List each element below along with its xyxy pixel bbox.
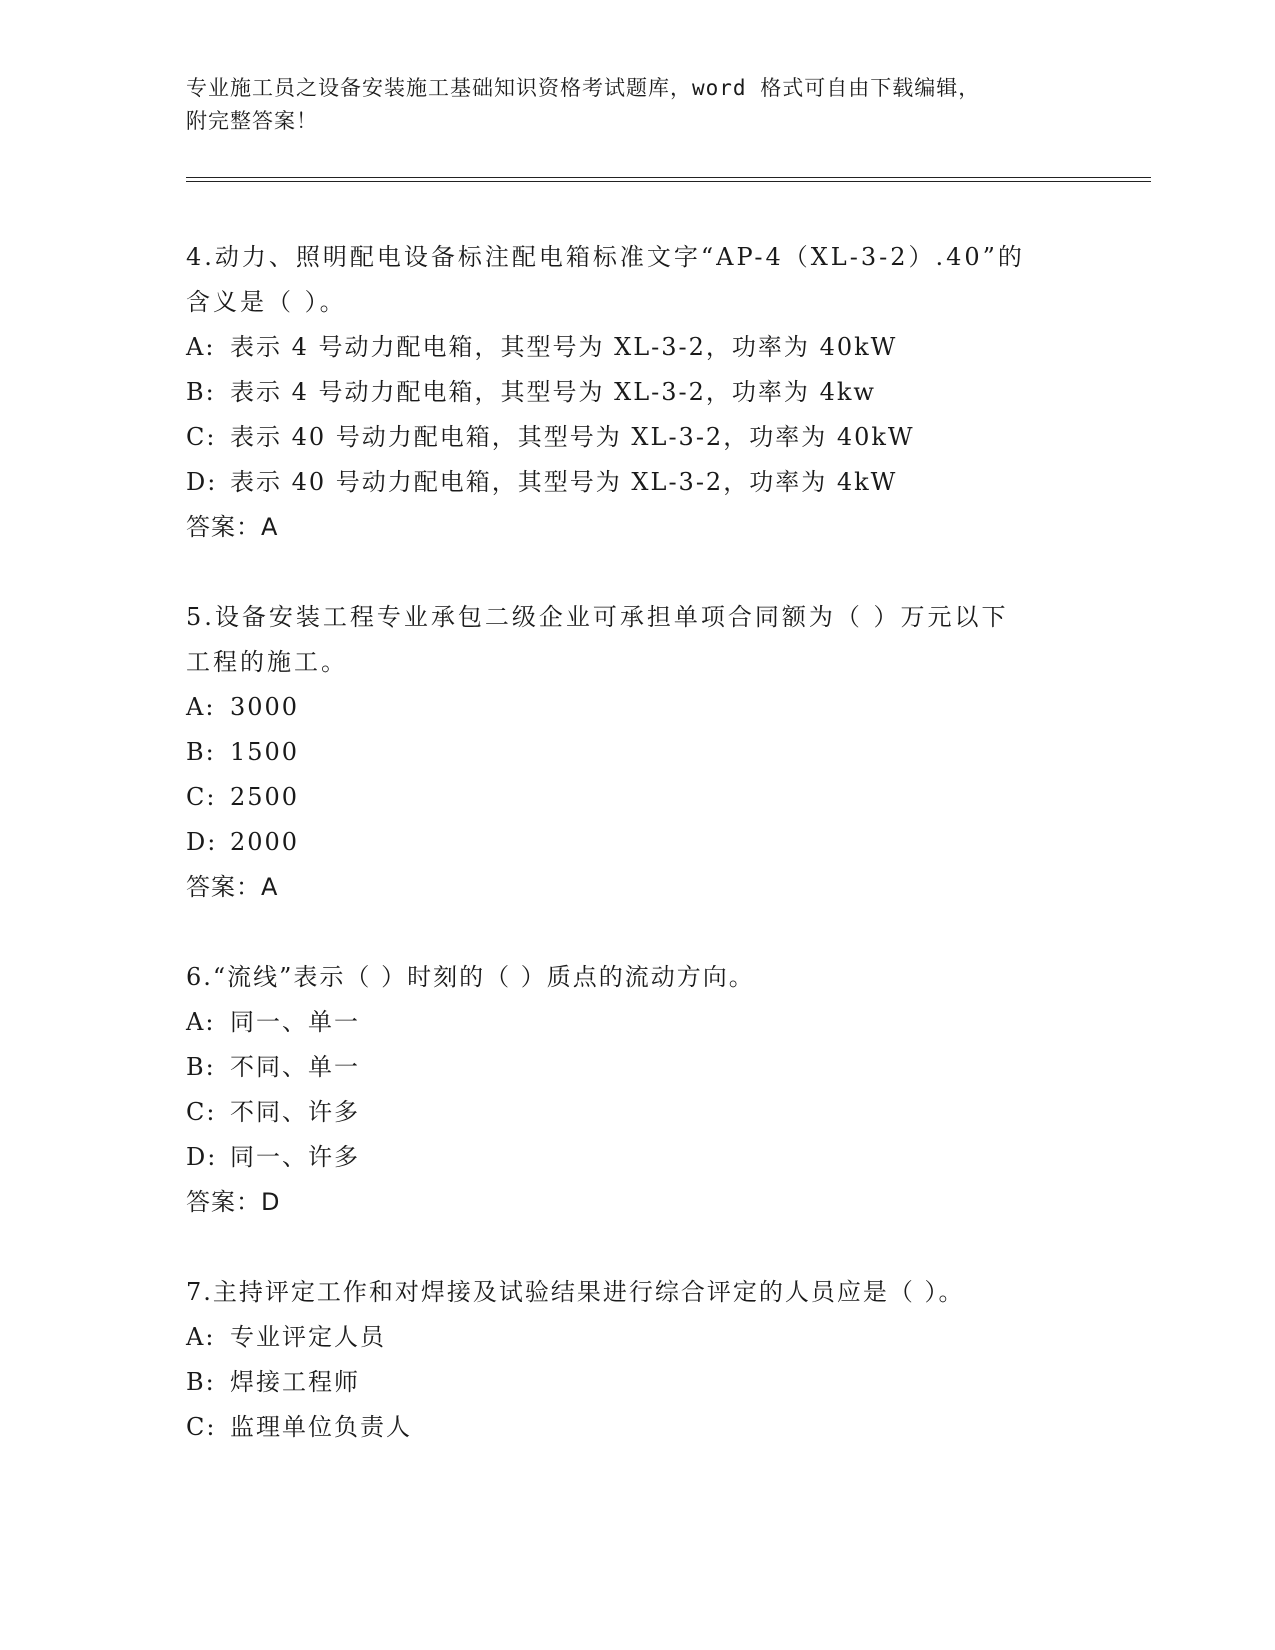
question-stem-line-1: 6.“流线”表示（ ）时刻的（ ）质点的流动方向。 — [186, 963, 755, 991]
option-a — [186, 1000, 1086, 1045]
option-a — [186, 685, 1086, 730]
option-key: C: — [186, 423, 217, 451]
option-key: D: — [186, 468, 218, 496]
question-stem-line-1: 7.主持评定工作和对焊接及试验结果进行综合评定的人员应是（ ）。 — [186, 1278, 965, 1306]
question-stem-line-2: 含义是（ ）。 — [186, 288, 347, 316]
option-key: B: — [186, 1368, 216, 1396]
option-text: 表示 4 号动力配电箱，其型号为 XL-3-2，功率为 4kw — [230, 378, 876, 406]
option-key: D: — [186, 828, 218, 856]
question-stem-line-1: 5.设备安装工程专业承包二级企业可承担单项合同额为（ ）万元以下 — [186, 603, 1009, 631]
option-c — [186, 775, 1086, 820]
option-text: 2500 — [230, 783, 300, 811]
option-d — [186, 820, 1086, 865]
option-d — [186, 460, 1086, 505]
option-c — [186, 1090, 1086, 1135]
option-text: 同一、许多 — [230, 1143, 360, 1171]
option-key: B: — [186, 1053, 216, 1081]
option-text: 专业评定人员 — [230, 1323, 386, 1351]
option-text: 监理单位负责人 — [230, 1413, 412, 1441]
question-list — [186, 235, 1086, 1495]
question-5 — [186, 595, 1086, 910]
question-6 — [186, 955, 1086, 1225]
option-c — [186, 1405, 1086, 1450]
option-text: 2000 — [230, 828, 300, 856]
option-text: 焊接工程师 — [230, 1368, 360, 1396]
option-key: A: — [186, 1008, 216, 1036]
option-text: 表示 4 号动力配电箱，其型号为 XL-3-2，功率为 40kW — [230, 333, 898, 361]
option-text: 不同、许多 — [230, 1098, 360, 1126]
option-key: A: — [186, 693, 216, 721]
option-text: 1500 — [230, 738, 300, 766]
header-divider — [186, 177, 1151, 182]
option-a — [186, 1315, 1086, 1360]
answer-line: 答案：A — [186, 513, 279, 541]
option-key: A: — [186, 1323, 216, 1351]
question-stem-line-1: 4.动力、照明配电设备标注配电箱标准文字“AP-4（XL-3-2）.40”的 — [186, 243, 1025, 271]
header-title-line-2: 附完整答案！ — [186, 109, 318, 133]
option-a — [186, 325, 1086, 370]
option-text: 表示 40 号动力配电箱，其型号为 XL-3-2，功率为 4kW — [230, 468, 898, 496]
option-b — [186, 730, 1086, 775]
option-text: 3000 — [230, 693, 300, 721]
option-key: D: — [186, 1143, 218, 1171]
question-4 — [186, 235, 1086, 550]
option-b — [186, 1360, 1086, 1405]
option-b — [186, 1045, 1086, 1090]
document-header — [186, 72, 1086, 138]
option-key: B: — [186, 378, 216, 406]
option-key: C: — [186, 783, 217, 811]
option-c — [186, 415, 1086, 460]
question-stem-line-2: 工程的施工。 — [186, 648, 348, 676]
option-key: C: — [186, 1413, 217, 1441]
option-b — [186, 370, 1086, 415]
answer-line: 答案：D — [186, 1188, 281, 1216]
header-title-line-1: 专业施工员之设备安装施工基础知识资格考试题库，word 格式可自由下载编辑， — [186, 76, 981, 100]
option-key: C: — [186, 1098, 217, 1126]
question-7 — [186, 1270, 1086, 1450]
option-text: 同一、单一 — [230, 1008, 360, 1036]
option-d — [186, 1135, 1086, 1180]
option-key: A: — [186, 333, 216, 361]
option-text: 不同、单一 — [230, 1053, 360, 1081]
answer-line: 答案：A — [186, 873, 279, 901]
option-text: 表示 40 号动力配电箱，其型号为 XL-3-2，功率为 40kW — [230, 423, 915, 451]
option-key: B: — [186, 738, 216, 766]
